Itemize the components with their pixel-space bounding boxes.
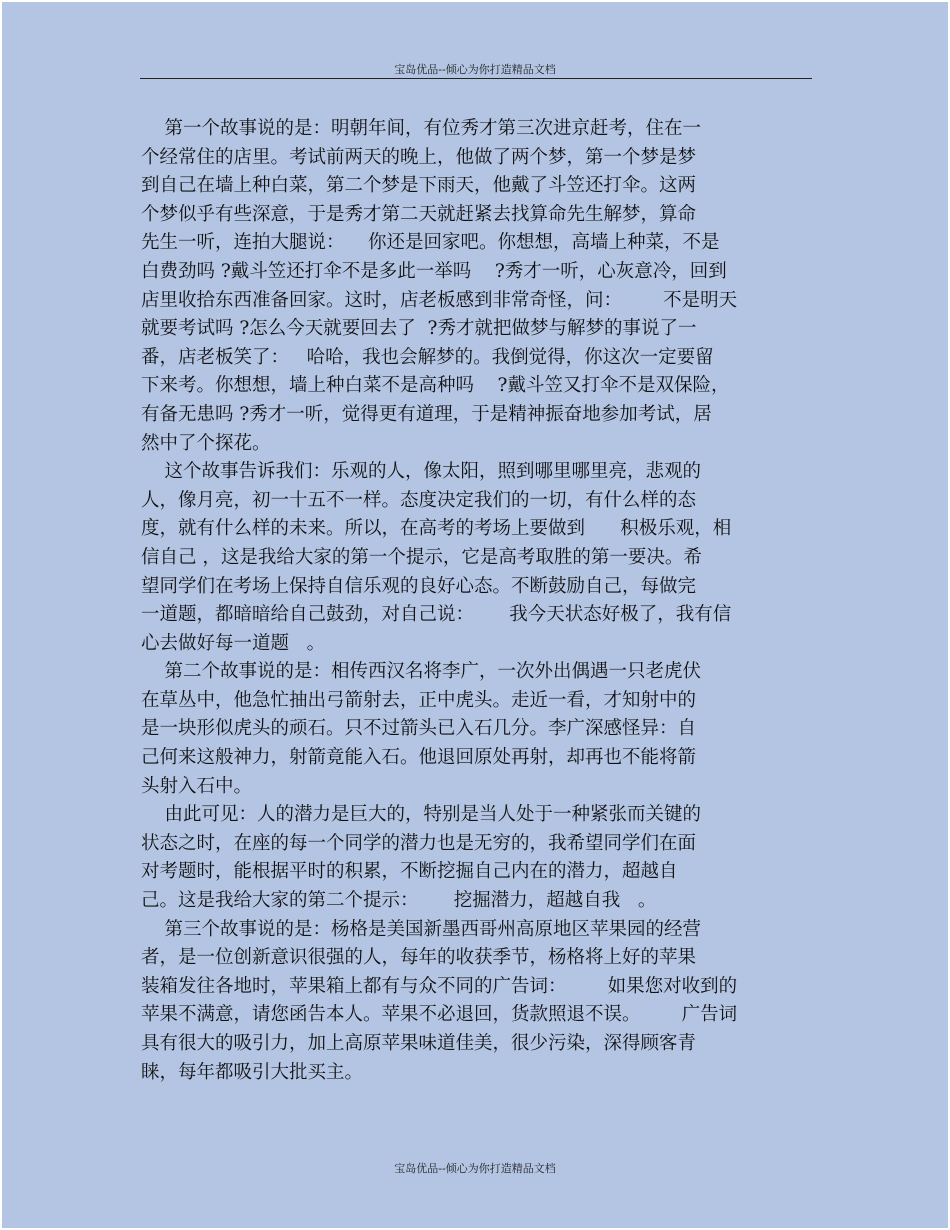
text-line: 第一个故事说的是：明朝年间，有位秀才第三次进京赶考，住在一 xyxy=(141,118,702,139)
header-divider xyxy=(140,78,812,79)
text-line: 望同学们在考场上保持自信乐观的良好心态。不断鼓励自己，每做完 xyxy=(141,575,697,597)
text-line: 到自己在墙上种白菜，第二个梦是下雨天，他戴了斗笠还打伞。这两 xyxy=(141,175,697,197)
text-line: 然中了个探花。 xyxy=(141,432,271,454)
text-line: 苹果不满意，请您函告本人。苹果不必退回，货款照退不误。 广告词 xyxy=(141,1004,738,1026)
page-footer: 宝岛优品--倾心为你打造精品文档 xyxy=(394,1162,556,1175)
text-line: 白费劲吗 ?戴斗笠还打伞不是多此一举吗 ?秀才一听，心灰意冷，回到 xyxy=(141,260,727,282)
text-line: 由此可见：人的潜力是巨大的，特别是当人处于一种紧张而关键的 xyxy=(141,804,702,826)
text-line: 个梦似乎有些深意，于是秀才第二天就赶紧去找算命先生解梦，算命 xyxy=(141,203,697,225)
text-line: 对考题时，能根据平时的积累，不断挖掘自己内在的潜力，超越自 xyxy=(141,861,678,883)
text-line: 店里收拾东西准备回家。这时，店老板感到非常奇怪，问： 不是明天 xyxy=(141,289,738,311)
text-line: 状态之时，在座的每一个同学的潜力也是无穷的，我希望同学们在面 xyxy=(141,832,697,854)
text-line: 心去做好每一道题 。 xyxy=(141,632,326,654)
text-line: 第二个故事说的是：相传西汉名将李广，一次外出偶遇一只老虎伏 xyxy=(141,661,702,683)
document-page xyxy=(2,2,948,1228)
text-line: 在草丛中，他急忙抽出弓箭射去，正中虎头。走近一看，才知射中的 xyxy=(141,689,697,711)
text-line: 己何来这般神力，射箭竟能入石。他退回原处再射，却再也不能将箭 xyxy=(141,747,697,769)
text-line: 装箱发往各地时，苹果箱上都有与众不同的广告词： 如果您对收到的 xyxy=(141,975,738,997)
text-line: 一道题，都暗暗给自己鼓劲，对自己说： 我今天状态好极了，我有信 xyxy=(141,604,732,626)
text-line: 己。这是我给大家的第二个提示： 挖掘潜力，超越自我 。 xyxy=(141,890,657,912)
text-line: 是一块形似虎头的顽石。只不过箭头已入石几分。李广深感怪异：自 xyxy=(141,718,697,740)
text-line: 先生一听，连拍大腿说： 你还是回家吧。你想想，高墙上种菜，不是 xyxy=(141,232,720,254)
text-line: 番，店老板笑了： 哈哈，我也会解梦的。我倒觉得，你这次一定要留 xyxy=(141,346,714,368)
document-body xyxy=(141,115,821,1087)
text-line: 者，是一位创新意识很强的人，每年的收获季节，杨格将上好的苹果 xyxy=(141,947,697,969)
text-line: 睐，每年都吸引大批买主。 xyxy=(141,1061,364,1083)
text-line: 下来考。你想想，墙上种白菜不是高种吗 ?戴斗笠又打伞不是双保险， xyxy=(141,375,730,397)
text-line: 头射入石中。 xyxy=(141,775,253,797)
page-header: 宝岛优品--倾心为你打造精品文档 xyxy=(394,63,556,76)
text-line: 度，就有什么样的未来。所以，在高考的考场上要做到 积极乐观，相 xyxy=(141,518,732,540)
text-line: 个经常住的店里。考试前两天的晚上，他做了两个梦，第一个梦是梦 xyxy=(141,146,697,168)
text-line: 第三个故事说的是：杨格是美国新墨西哥州高原地区苹果园的经营 xyxy=(141,918,702,940)
text-line: 信自己 ，这是我给大家的第一个提示，它是高考取胜的第一要决。希 xyxy=(141,546,702,568)
text-line: 人，像月亮，初一十五不一样。态度决定我们的一切，有什么样的态 xyxy=(141,489,697,511)
text-line: 具有很大的吸引力，加上高原苹果味道佳美，很少污染，深得顾客青 xyxy=(141,1033,697,1054)
text-line: 就要考试吗 ?怎么今天就要回去了 ?秀才就把做梦与解梦的事说了一 xyxy=(141,318,697,340)
text-line: 有备无患吗 ?秀才一听，觉得更有道理，于是精神振奋地参加考试，居 xyxy=(141,403,712,425)
text-line: 这个故事告诉我们：乐观的人，像太阳，照到哪里哪里亮，悲观的 xyxy=(141,461,702,483)
